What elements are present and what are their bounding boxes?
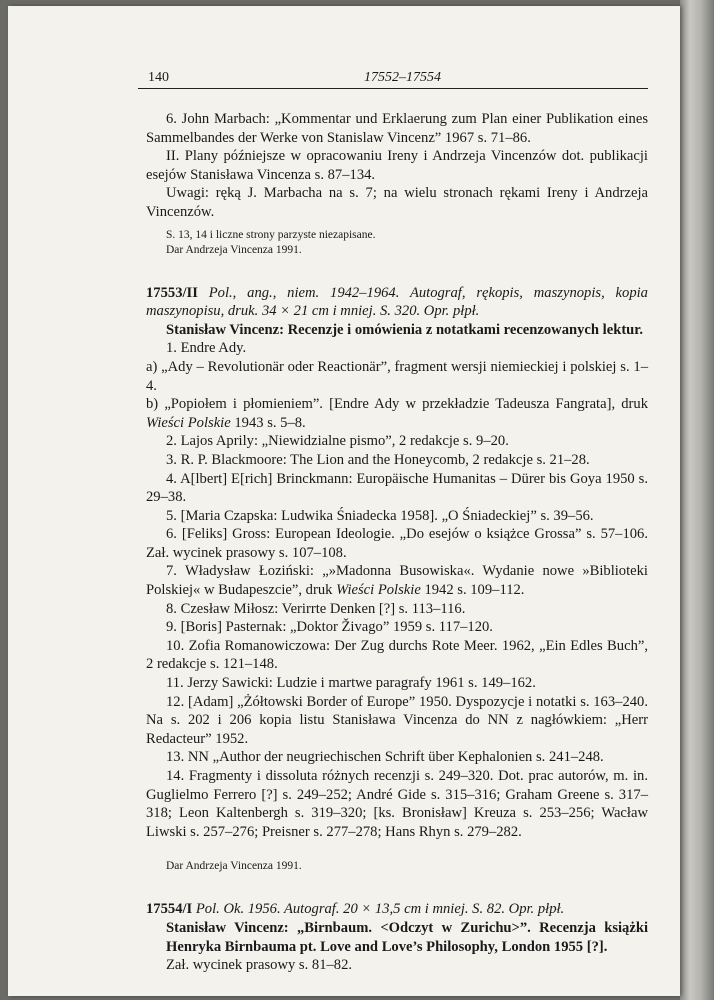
list-item-1b [146,395,648,432]
list-item-11: 11. Jerzy Sawicki: Ludzie i martwe paragrafy 1961 s. 149–162. [166,675,536,692]
list-item-4: 4. A[lbert] E[rich] Brinckmann: Europäische Humanitas – Dürer bis Goya 1950 s. 29–38. [146,470,648,506]
entry-17553-desc: Pol., ang., niem. 1942–1964. Autograf, rękopis, maszynopis, kopia maszynopisu, druk. 34 × 21 cm i mniej. S. 320. Opr. płpł. [146,284,648,320]
note-pages: S. 13, 14 i liczne strony parzyste niezapisane. [166,228,376,241]
list-item-6: 6. [Feliks] Gross: European Ideologie. „Do esejów o książce Grossa” s. 57–106. Zał. wycinek prasowy s. 107–108. [146,526,648,561]
item-6-marbach: 6. John Marbach: „Kommentar und Erklaerung zum Plan einer Publikation eines Sammelbandes der Werke von Stanislaw Vincenz” 1967 s. 71–86. [146,111,648,146]
list-item-7-journal: Wieści Polskie [336,582,421,599]
list-item-12: 12. [Adam] „Żółtowski Border of Europe” 1950. Dyspozycje i notatki s. 163–240. Na s. 202 i 206 kopia listu Stanisława Vincenza do NN z nagłówkiem: „Herr Redacteur” 1952. [146,693,648,747]
list-item-1b-journal: Wieści Polskie [146,414,231,431]
list-item-13: 13. NN „Author der neugriechischen Schrift über Kephalonien s. 241–248. [166,749,604,766]
list-item-7-tail: 1942 s. 109–112. [420,582,525,599]
list-item-2: 2. Lajos Aprily: „Niewidzialne pismo”, 2 redakcje s. 9–20. [166,433,509,450]
entry-17554-header [146,900,648,919]
list-item-7-text: 7. Władysław Łoziński: „»Madonna Busowiska«. Wydanie nowe »Biblioteki Polskiej« w Budapeszcie”, druk [146,563,648,599]
list-item-14: 14. Fragmenty i dissoluta różnych recenzji s. 249–320. Dot. prac autorów, m. in. Guglielmo Ferrero [?] s. 249–252; André Gide s. 315–316; Graham Greene s. 317–318; Leon Kaltenbergh s. 319–320; [ks. Bronisław] Kreuza s. 253–256; Wacław Liwski s. 257–276; Preisner s. 277–278; Hans Rhyn s. 279–282. [146,768,648,840]
entry-17554-id: 17554/I [146,901,193,918]
entry-17553-title: Stanisław Vincenz: Recenzje i omówienia z notatkami recenzowanych lektur. [166,321,644,338]
list-item-5: 5. [Maria Czapska: Ludwika Śniadecka 1958]. „O Śniadeckiej” s. 39–56. [166,507,594,524]
list-item-9: 9. [Boris] Pasternak: „Doktor Živago” 1959 s. 117–120. [166,619,493,636]
book-edge [680,0,714,1000]
entry-17553-header [146,284,648,321]
list-item-1: 1. Endre Ady. [166,340,247,357]
list-item-3: 3. R. P. Blackmoore: The Lion and the Honeycomb, 2 redakcje s. 21–28. [166,451,590,468]
list-item-7 [146,562,648,599]
entry-17553-donation: Dar Andrzeja Vincenza 1991. [166,860,302,873]
page-header [138,66,648,89]
list-item-8: 8. Czesław Miłosz: Verirrte Denken [?] s. 113–116. [166,600,466,617]
list-item-1b-text: b) „Popiołem i płomieniem”. [Endre Ady w przekładzie Tadeusza Fangrata], druk [146,396,648,413]
page-number: 140 [148,70,169,85]
entry-17554-desc: Pol. Ok. 1956. Autograf. 20 × 13,5 cm i mniej. S. 82. Opr. płpł. [195,901,565,918]
item-ii-plans: II. Plany późniejsze w opracowaniu Ireny i Andrzeja Vincenzów dot. publikacji esejów Stanisława Vincenza s. 87–134. [146,148,648,183]
list-item-1a: a) „Ady – Revolutionär oder Reactionär”, fragment wersji niemieckiej i polskiej s. 1–4. [146,358,648,394]
entry-17553-id: 17553/II [146,284,198,301]
page-content [146,110,648,975]
note-donation: Dar Andrzeja Vincenza 1991. [166,243,302,256]
list-item-10: 10. Zofia Romanowiczowa: Der Zug durchs Rote Meer. 1962, „Ein Edles Buch”, 2 redakcje s. 121–148. [146,637,648,673]
entry-17554-attachment: Zał. wycinek prasowy s. 81–82. [166,957,353,974]
list-item-1b-tail: 1943 s. 5–8. [230,414,306,431]
document-page [8,6,680,996]
remarks: Uwagi: ręką J. Marbacha na s. 7; na wielu stronach rękami Ireny i Andrzeja Vincenzów. [146,185,648,220]
running-title: 17552–17554 [364,70,441,85]
entry-17554-title: Stanisław Vincenz: „Birnbaum. <Odczyt w Zurichu>”. Recenzja książki Henryka Birnbauma pt. Love and Love’s Philosophy, London 1955 [?]. [166,919,648,955]
